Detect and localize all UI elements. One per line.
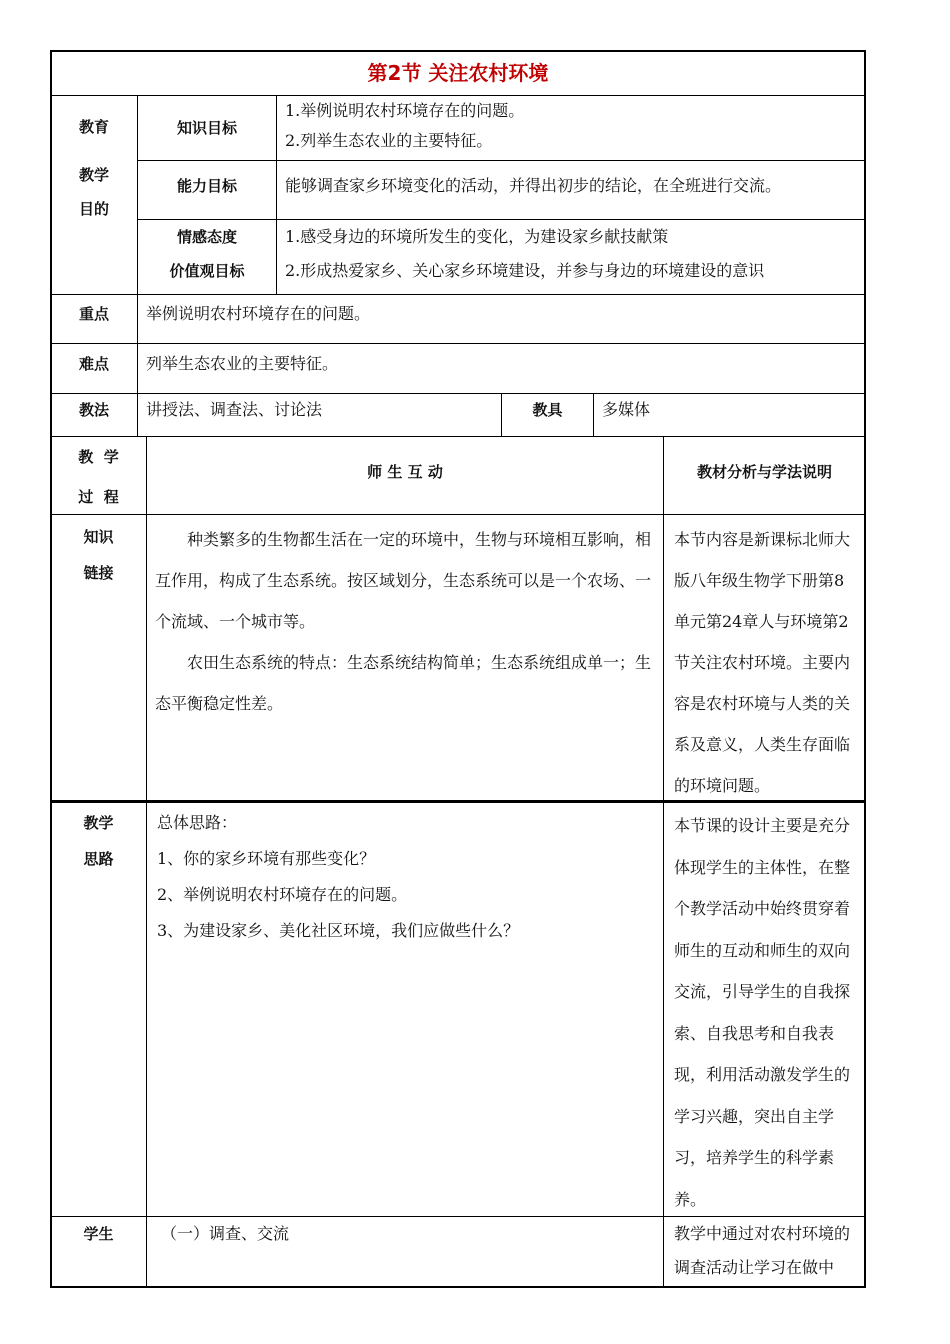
difficulty-content: 列举生态农业的主要特征。 <box>137 343 866 394</box>
emotion-goal-label <box>137 219 277 295</box>
interaction-header: 师 生 互 动 <box>146 436 664 515</box>
knowledge-link-label-2: 链接 <box>83 564 114 582</box>
knowledge-link-analysis: 本节内容是新课标北师大版八年级生物学下册第8单元第24章人与环境第2节关注农村环境。主要内容是农村环境与人类的关系及意义，人类生存面临的环境问题。 <box>663 514 866 801</box>
emotion-goal-label-2: 价值观目标 <box>169 262 245 280</box>
process-label-2: 过 程 <box>78 488 119 506</box>
knowledge-link-content <box>146 514 664 801</box>
key-point-label: 重点 <box>50 294 138 344</box>
process-label <box>50 436 147 515</box>
emotion-goal-line-1: 1.感受身边的环境所发生的变化，为建设家乡献技献策 <box>285 227 669 246</box>
analysis-header: 教材分析与学法说明 <box>663 436 866 515</box>
objectives-section-label <box>50 95 138 295</box>
student-content: （一）调查、交流 <box>146 1216 664 1288</box>
page-title: 第2节 关注农村环境 <box>50 50 866 96</box>
tools-label: 教具 <box>501 393 594 437</box>
methods-content: 讲授法、调查法、讨论法 <box>137 393 502 437</box>
ability-goal-label: 能力目标 <box>137 160 277 220</box>
ability-goal-content: 能够调查家乡环境变化的活动，并得出初步的结论，在全班进行交流。 <box>276 160 866 220</box>
emotion-goal-content <box>276 219 866 295</box>
key-point-content: 举例说明农村环境存在的问题。 <box>137 294 866 344</box>
teaching-idea-line-2: 1、你的家乡环境有那些变化？ <box>157 849 376 868</box>
emotion-goal-label-1: 情感态度 <box>176 228 237 246</box>
teaching-idea-label-1: 教学 <box>83 814 114 832</box>
knowledge-goal-line-1: 1.举例说明农村环境存在的问题。 <box>285 101 525 120</box>
tools-content: 多媒体 <box>593 393 866 437</box>
process-label-1: 教 学 <box>78 448 119 466</box>
teaching-idea-label <box>50 802 147 1217</box>
knowledge-link-label-1: 知识 <box>83 528 114 546</box>
teaching-idea-line-4: 3、为建设家乡、美化社区环境，我们应做些什么？ <box>157 921 520 940</box>
student-analysis: 教学中通过对农村环境的调查活动让学习在做中 <box>663 1216 866 1288</box>
student-label: 学生 <box>50 1216 147 1288</box>
knowledge-goal-label: 知识目标 <box>137 95 277 161</box>
knowledge-goal-line-2: 2.列举生态农业的主要特征。 <box>285 131 493 150</box>
objectives-label-3: 目的 <box>78 200 109 218</box>
teaching-idea-analysis: 本节课的设计主要是充分体现学生的主体性，在整个教学活动中始终贯穿着师生的互动和师生的双向交流，引导学生的自我探索、自我思考和自我表现，利用活动激发学生的学习兴趣，突出自主学习，培养学生的科学素养。 <box>663 802 866 1217</box>
teaching-idea-label-2: 思路 <box>83 850 114 868</box>
knowledge-link-label <box>50 514 147 801</box>
difficulty-label: 难点 <box>50 343 138 394</box>
objectives-label-1: 教育 <box>78 118 109 136</box>
knowledge-link-para-2: 农田生态系统的特点：生态系统结构简单；生态系统组成单一；生态平衡稳定性差。 <box>155 653 652 713</box>
teaching-idea-line-1: 总体思路： <box>157 813 238 832</box>
knowledge-goal-content <box>276 95 866 161</box>
methods-label: 教法 <box>50 393 138 437</box>
teaching-idea-line-3: 2、举例说明农村环境存在的问题。 <box>157 885 408 904</box>
knowledge-link-para-1: 种类繁多的生物都生活在一定的环境中，生物与环境相互影响，相互作用，构成了生态系统。按区域划分，生态系统可以是一个农场、一个流域、一个城市等。 <box>155 530 652 631</box>
teaching-idea-content <box>146 802 664 1217</box>
objectives-label-2: 教学 <box>78 166 109 184</box>
emotion-goal-line-2: 2.形成热爱家乡、关心家乡环境建设，并参与身边的环境建设的意识 <box>285 261 765 280</box>
